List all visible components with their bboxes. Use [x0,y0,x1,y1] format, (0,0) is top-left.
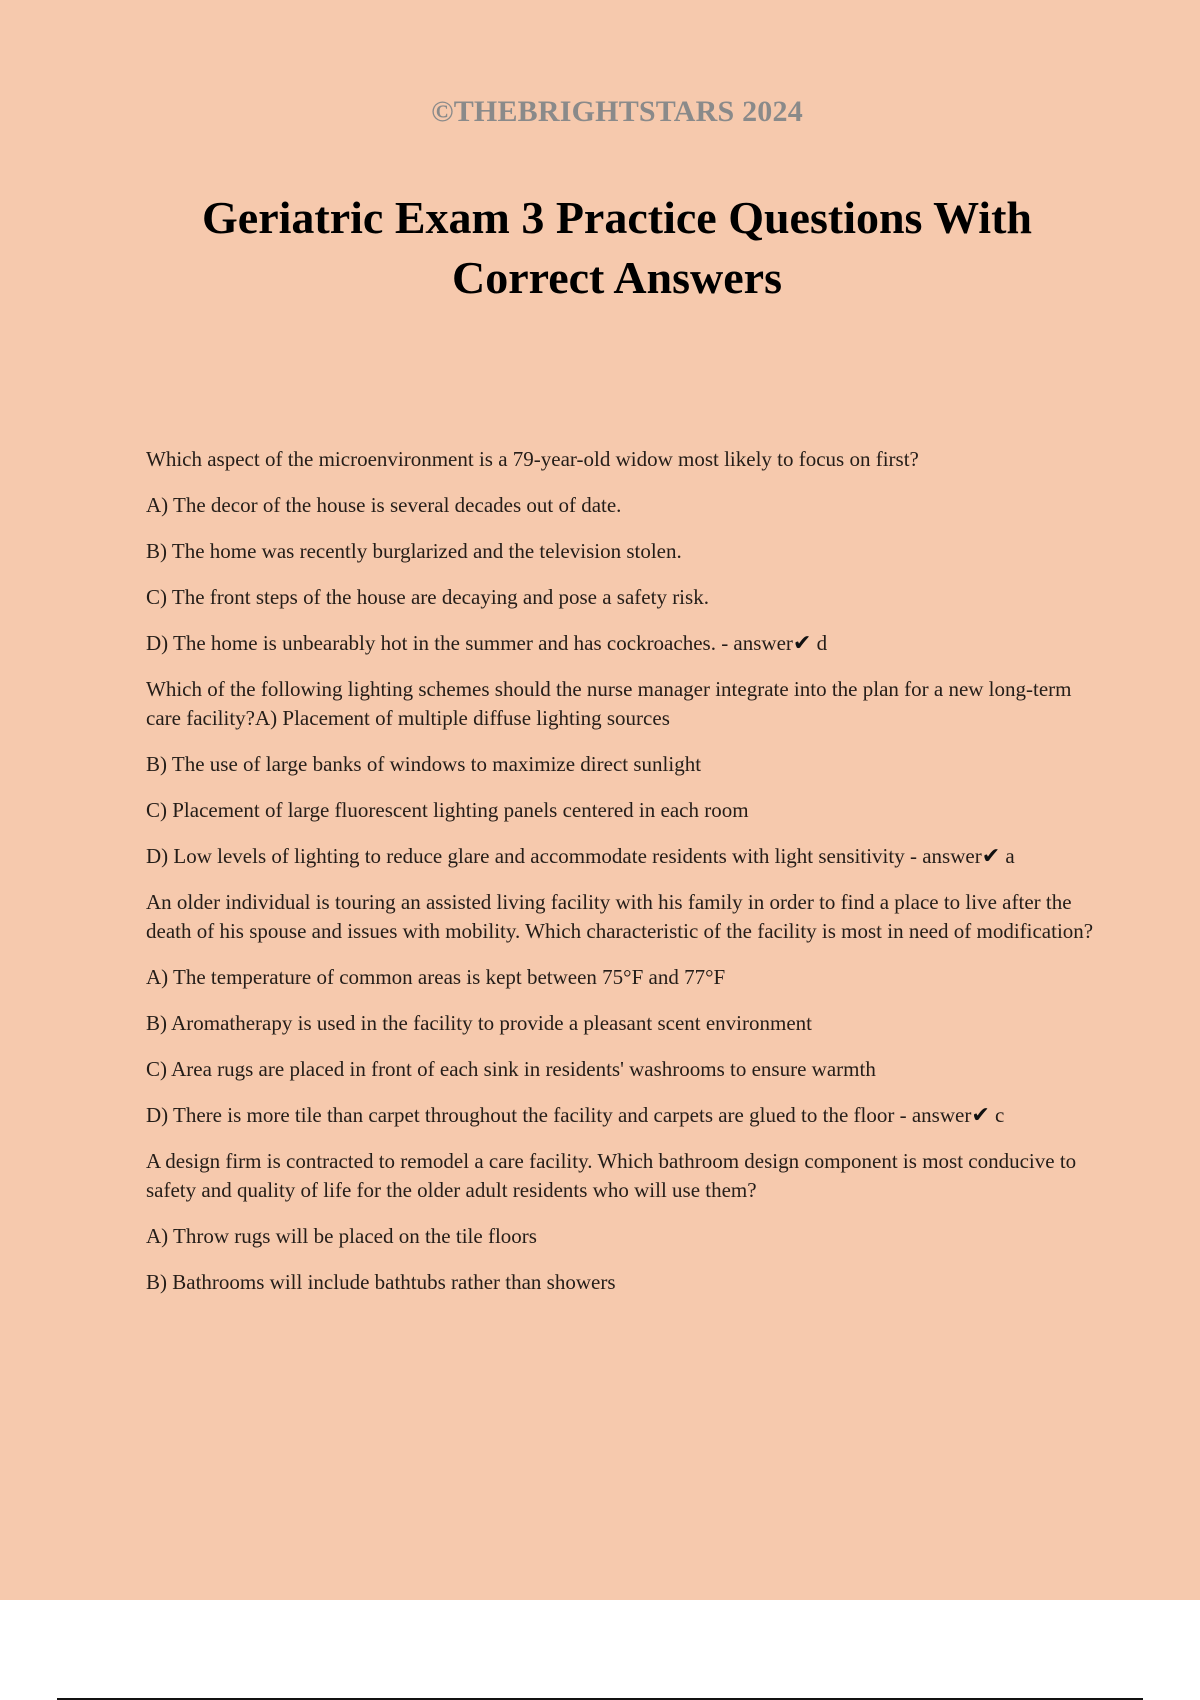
answer-option-text: D) There is more tile than carpet throughout the facility and carpets are glued to the floor - answer [146,1103,972,1127]
checkmark-icon: ✔ [981,844,1001,869]
answer-key: a [1005,844,1015,868]
answer-option-with-key [146,842,1096,871]
answer-option-text: D) Low levels of lighting to reduce glare and accommodate residents with light sensitivity - answer [146,844,982,868]
answer-option: C) The front steps of the house are decaying and pose a safety risk. [146,585,709,609]
checkmark-icon: ✔ [792,631,812,656]
answer-key: d [816,631,828,655]
question-stem: Which of the following lighting schemes should the nurse manager integrate into the plan for a new long-term care facility?A) Placement of multiple diffuse lighting sources [146,677,1072,730]
answer-option-text: D) The home is unbearably hot in the summer and has cockroaches. - answer [146,631,793,655]
question-stem: A design firm is contracted to remodel a care facility. Which bathroom design component is most conducive to safety and quality of life for the older adult residents who will use them? [146,1149,1077,1202]
page-title: Geriatric Exam 3 Practice Questions With Correct Answers [202,192,1032,303]
answer-option-with-key [146,629,1096,658]
answer-option: C) Area rugs are placed in front of each sink in residents' washrooms to ensure warmth [146,1057,876,1081]
answer-option: B) Aromatherapy is used in the facility to provide a pleasant scent environment [146,1011,812,1035]
checkmark-icon: ✔ [971,1103,990,1128]
answer-option: B) Bathrooms will include bathtubs rather than showers [146,1270,616,1294]
answer-key: c [995,1103,1005,1127]
answer-option: B) The use of large banks of windows to maximize direct sunlight [146,752,702,776]
answer-option: B) The home was recently burglarized and the television stolen. [146,539,682,563]
answer-option-with-key [146,1101,1096,1130]
answer-option: A) The decor of the house is several decades out of date. [146,493,622,517]
answer-option: A) The temperature of common areas is kept between 75°F and 77°F [146,965,726,989]
question-stem: Which aspect of the microenvironment is a 79-year-old widow most likely to focus on first? [146,447,919,471]
answer-option: C) Placement of large fluorescent lighting panels centered in each room [146,798,749,822]
question-list [146,445,1096,1314]
answer-option: A) Throw rugs will be placed on the tile floors [146,1224,537,1248]
question-stem: An older individual is touring an assisted living facility with his family in order to find a place to live after the death of his spouse and issues with mobility. Which characteristic of the facility is most in need of modification? [146,890,1094,943]
watermark-text: ©THEBRIGHTSTARS 2024 [431,95,803,128]
